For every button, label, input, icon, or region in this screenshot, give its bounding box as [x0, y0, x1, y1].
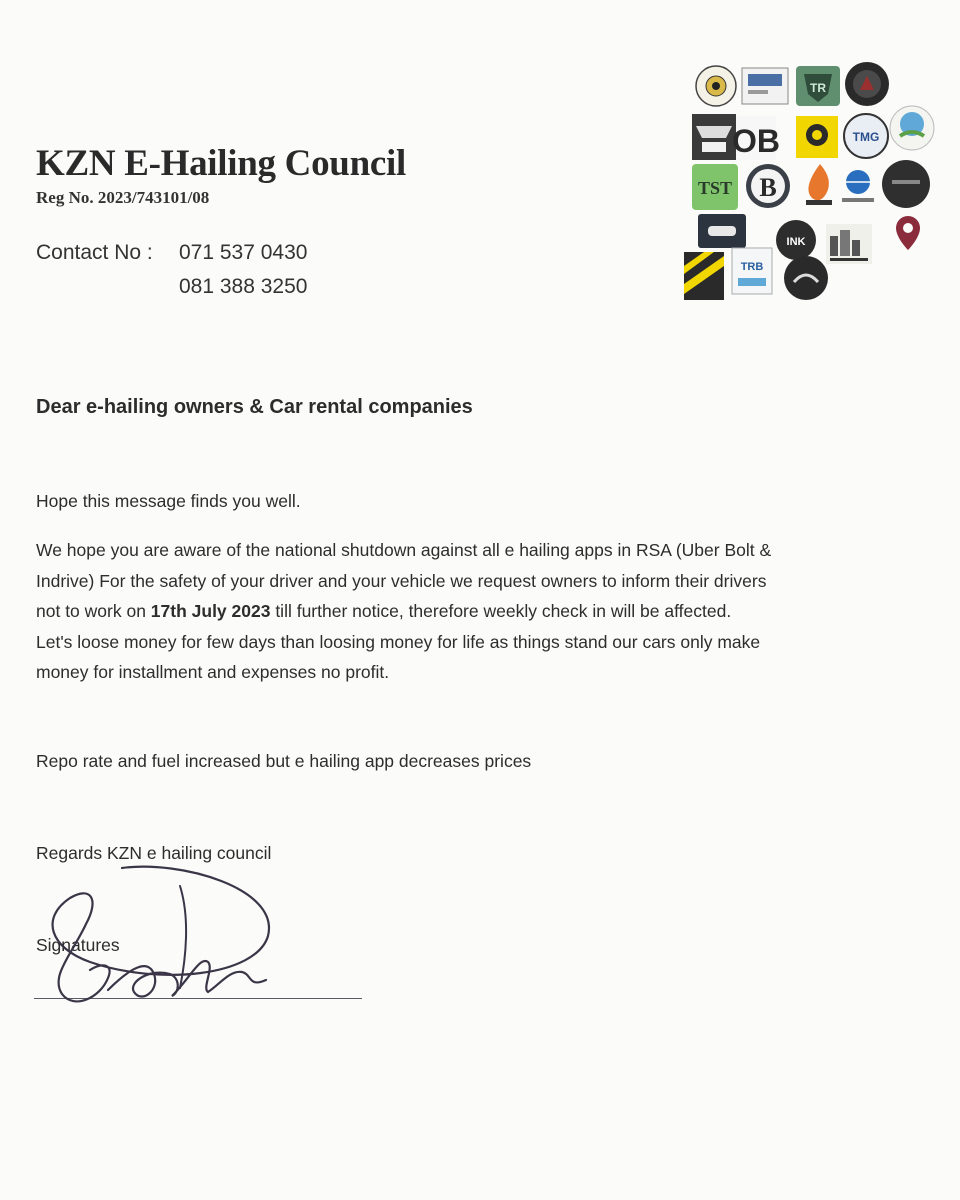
- paragraph-line: We hope you are aware of the national shutdown against all e hailing apps in RSA (Uber Bolt &: [36, 540, 772, 560]
- logo-tmg-badge: [844, 114, 888, 158]
- logo-bottom-circle: [784, 256, 828, 300]
- regards-line: Regards KZN e hailing council: [36, 843, 272, 863]
- logo-city-skyline: [826, 224, 872, 264]
- svg-text:TMG: TMG: [852, 130, 880, 144]
- logo-tst-text: TST: [697, 178, 733, 198]
- contact-number-2: 081 388 3250: [179, 275, 308, 298]
- logo-b-circle: [746, 164, 790, 208]
- logo-ticket-2: [742, 68, 788, 104]
- paragraph-line: [36, 596, 771, 627]
- contact-number-1: 071 537 0430: [179, 241, 308, 264]
- logo-ob: [732, 116, 780, 160]
- logo-flame: [806, 164, 832, 205]
- repo-rate-line: Repo rate and fuel increased but e hailing app decreases prices: [36, 751, 532, 771]
- logo-b-text: B: [759, 173, 777, 202]
- logo-ink: [776, 220, 816, 260]
- logo-tr-shield: [796, 66, 840, 106]
- main-paragraph: [36, 535, 771, 688]
- salutation: Dear e-hailing owners & Car rental companies: [36, 396, 473, 418]
- logo-tr-text: TR: [810, 81, 826, 95]
- logo-dark-circle: [845, 62, 889, 106]
- logo-blue-globe: [842, 170, 874, 202]
- paragraph-text: not to work on: [36, 601, 151, 621]
- logo-yellow-stripes: [684, 252, 724, 300]
- logo-ob-text: OB: [732, 123, 780, 159]
- logo-black-circle: [882, 160, 930, 208]
- member-logos-collage: [680, 56, 940, 306]
- contact-label: Contact No :: [36, 241, 153, 264]
- logo-map-pin: [896, 216, 920, 250]
- logo-yellow-pin: [796, 116, 838, 158]
- logo-tst: [692, 164, 738, 210]
- signatures-label: Signatures: [36, 935, 120, 955]
- logo-globe-hands: [890, 106, 934, 150]
- logo-ink-text: INK: [786, 236, 806, 248]
- council-name: KZN E-Hailing Council: [36, 143, 406, 184]
- paragraph-text: till further notice, therefore weekly check in will be affected.: [270, 601, 732, 621]
- greeting-line: Hope this message finds you well.: [36, 491, 301, 511]
- logo-hat: [692, 114, 736, 160]
- paragraph-line: Let's loose money for few days than loosing money for life as things stand our cars only make: [36, 631, 761, 652]
- paragraph-line: money for installment and expenses no profit.: [36, 662, 390, 682]
- shutdown-date: 17th July 2023: [150, 601, 271, 621]
- logo-car-card: [698, 214, 746, 248]
- logo-badge-1: [696, 66, 736, 106]
- registration-number: Reg No. 2023/743101/08: [36, 188, 210, 207]
- paragraph-line: Indrive) For the safety of your driver and your vehicle we request owners to inform their drivers: [36, 570, 767, 591]
- logo-trb: [732, 248, 772, 294]
- logo-trb-text: TRB: [740, 261, 764, 273]
- handwritten-signature: [30, 858, 290, 1018]
